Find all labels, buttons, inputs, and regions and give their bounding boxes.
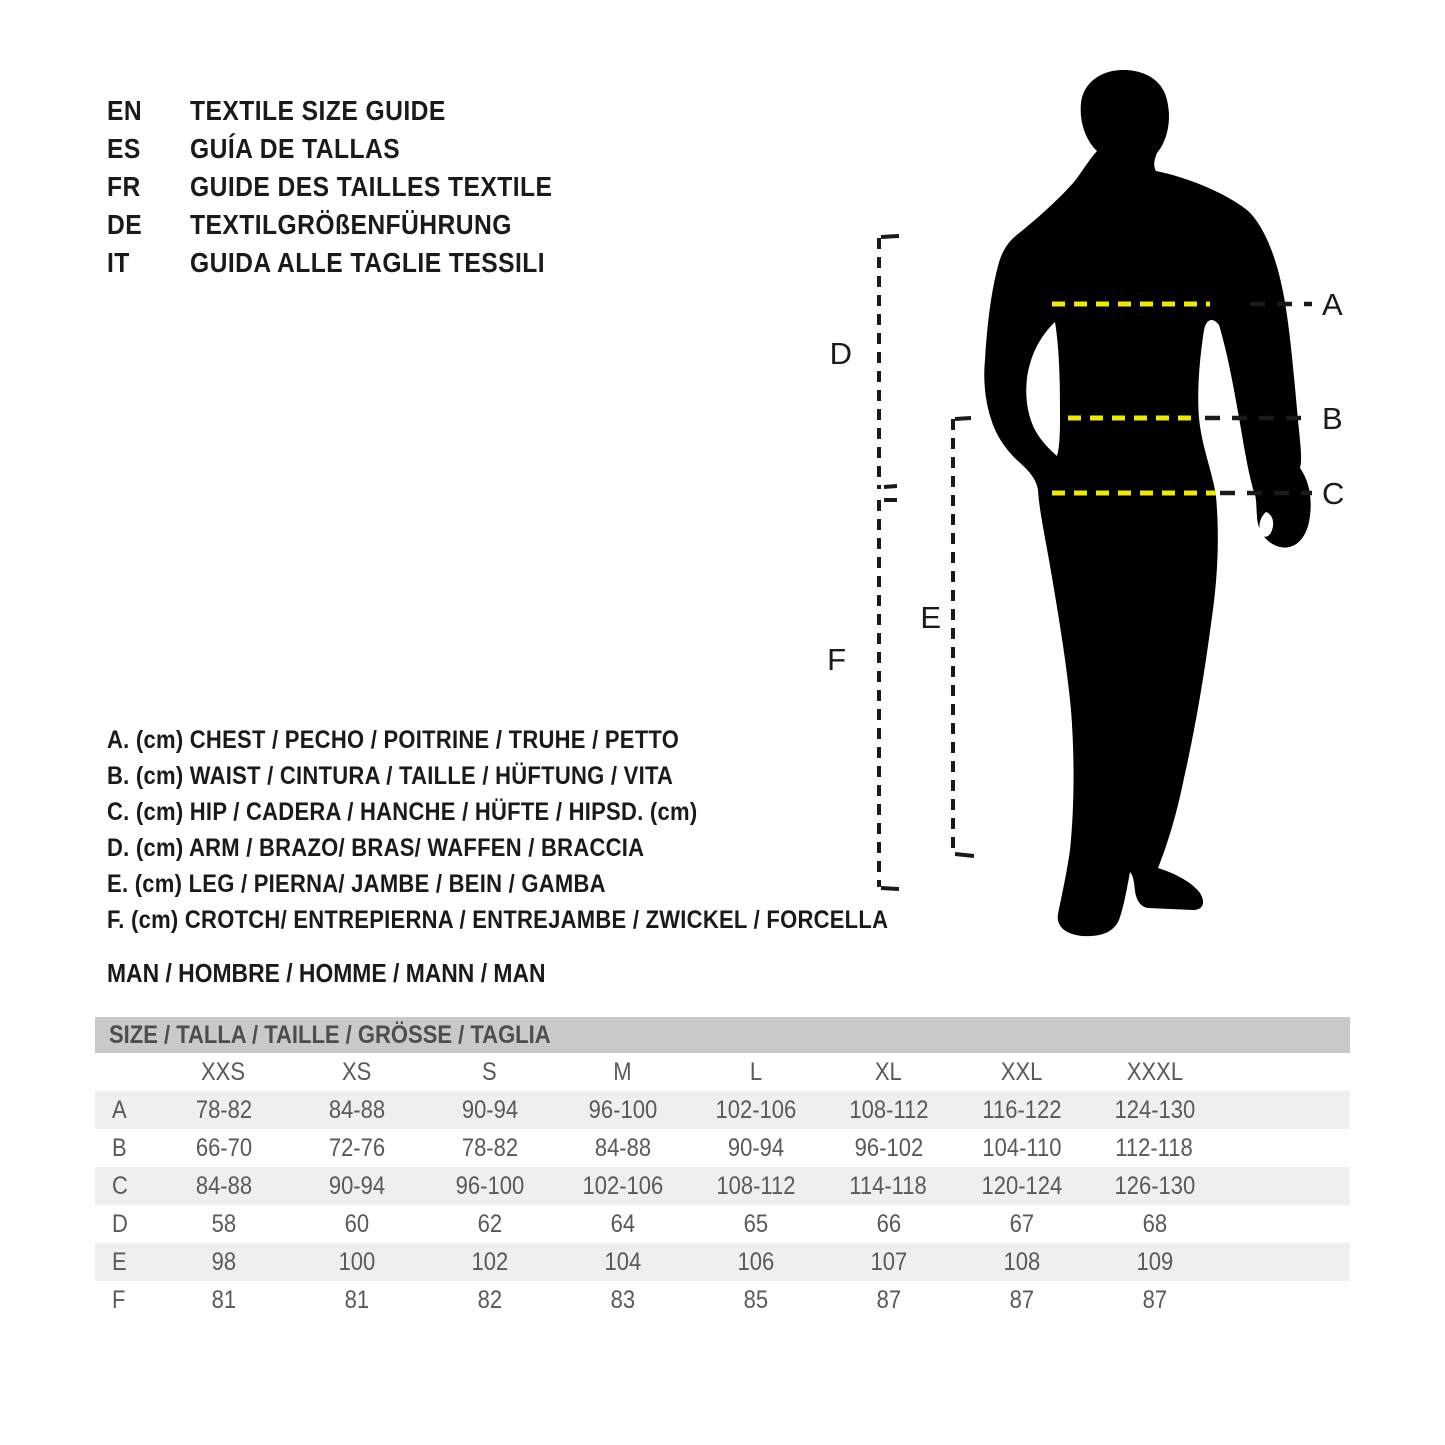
cell-value: 81 [211,1285,236,1314]
column-header: XXL [1000,1057,1043,1086]
cell-value: 108-112 [715,1171,796,1200]
cell-value: 66 [876,1209,901,1238]
cell-value: 116-122 [981,1095,1062,1124]
cell-value: 102-106 [582,1171,663,1200]
language-code: ES [107,133,141,164]
cell-value: 66-70 [195,1133,252,1162]
marker-label-c: C [1322,476,1345,511]
column-header: XL [875,1057,902,1086]
cell-value: 90-94 [727,1133,784,1162]
cell-value: 108-112 [848,1095,929,1124]
cell-value: 87 [876,1285,901,1314]
row-label: F [112,1285,126,1314]
cell-value: 84-88 [195,1171,252,1200]
marker-label-b: B [1322,401,1343,436]
cell-value: 58 [211,1209,236,1238]
cell-value: 90-94 [461,1095,518,1124]
cell-value: 96-100 [588,1095,657,1124]
cell-value: 126-130 [1114,1171,1195,1200]
row-label: B [112,1133,127,1162]
table-row [95,1167,1350,1205]
table-title-text: SIZE / TALLA / TAILLE / GRÖSSE / TAGLIA [109,1020,551,1049]
cell-value: 62 [477,1209,502,1238]
measure-ticks [881,236,974,889]
legend-item: B. (cm) WAIST / CINTURA / TAILLE / HÜFTUNG / VITA [107,761,674,790]
size-table [95,1017,1350,1319]
cell-value: 78-82 [195,1095,252,1124]
language-code: FR [107,171,141,202]
table-row [95,1091,1350,1129]
cell-value: 60 [344,1209,369,1238]
table-row [95,1243,1350,1281]
legend-item: E. (cm) LEG / PIERNA/ JAMBE / BEIN / GAMBA [107,869,606,898]
marker-label-e: E [920,600,941,635]
cell-value: 87 [1142,1285,1167,1314]
column-header: XXXL [1126,1057,1183,1086]
language-code: EN [107,95,143,126]
cell-value: 104 [604,1247,641,1276]
row-label: C [112,1171,128,1200]
cell-value: 104-110 [981,1133,1062,1162]
legend-item: C. (cm) HIP / CADERA / HANCHE / HÜFTE / HIPSD. (cm) [107,797,698,826]
table-row [95,1281,1350,1319]
cell-value: 109 [1136,1247,1173,1276]
table-rows [95,1053,1350,1319]
cell-value: 96-100 [455,1171,524,1200]
language-code: DE [107,209,143,240]
cell-value: 107 [870,1247,907,1276]
cell-value: 102-106 [715,1095,796,1124]
cell-value: 96-102 [854,1133,923,1162]
cell-value: 83 [610,1285,635,1314]
marker-label-f: F [827,642,846,677]
language-title: TEXTILGRÖßENFÜHRUNG [190,209,512,240]
cell-value: 68 [1142,1209,1167,1238]
legend-item: A. (cm) CHEST / PECHO / POITRINE / TRUHE / PETTO [107,725,680,754]
cell-value: 90-94 [328,1171,385,1200]
legend-item: D. (cm) ARM / BRAZO/ BRAS/ WAFFEN / BRACCIA [107,833,645,862]
vertical-measure-lines [879,238,953,887]
table-title-bar [95,1017,1350,1053]
column-header: M [613,1057,632,1086]
table-row [95,1205,1350,1243]
language-title: TEXTILE SIZE GUIDE [190,95,446,126]
cell-value: 108 [1003,1247,1040,1276]
column-header: XS [341,1057,372,1086]
language-title: GUIDE DES TAILLES TEXTILE [190,171,553,202]
cell-value: 124-130 [1114,1095,1195,1124]
cell-value: 78-82 [461,1133,518,1162]
language-title: GUÍA DE TALLAS [190,133,401,164]
column-header: S [482,1057,497,1086]
row-label: D [112,1209,128,1238]
cell-value: 64 [610,1209,635,1238]
row-label: A [112,1095,127,1124]
table-row [95,1129,1350,1167]
cell-value: 82 [477,1285,502,1314]
cell-value: 114-118 [849,1171,928,1200]
row-label: E [112,1247,127,1276]
cell-value: 65 [743,1209,768,1238]
cell-value: 87 [1009,1285,1034,1314]
language-title: GUIDA ALLE TAGLIE TESSILI [190,247,546,278]
cell-value: 67 [1009,1209,1034,1238]
gender-line-text: MAN / HOMBRE / HOMME / MANN / MAN [107,957,546,988]
man-silhouette [984,70,1310,936]
legend-item: F. (cm) CROTCH/ ENTREPIERNA / ENTREJAMBE / ZWICKEL / FORCELLA [107,905,889,934]
cell-value: 84-88 [328,1095,385,1124]
cell-value: 102 [471,1247,508,1276]
column-header: L [749,1057,762,1086]
cell-value: 72-76 [328,1133,385,1162]
cell-value: 100 [338,1247,375,1276]
marker-label-d: D [829,336,852,371]
language-code: IT [107,247,130,278]
cell-value: 81 [344,1285,369,1314]
cell-value: 84-88 [594,1133,651,1162]
cell-value: 85 [743,1285,768,1314]
size-header-row [95,1053,1350,1091]
cell-value: 112-118 [1115,1133,1194,1162]
cell-value: 120-124 [981,1171,1062,1200]
cell-value: 106 [737,1247,774,1276]
marker-label-a: A [1322,287,1343,322]
column-header: XXS [201,1057,246,1086]
cell-value: 98 [211,1247,236,1276]
